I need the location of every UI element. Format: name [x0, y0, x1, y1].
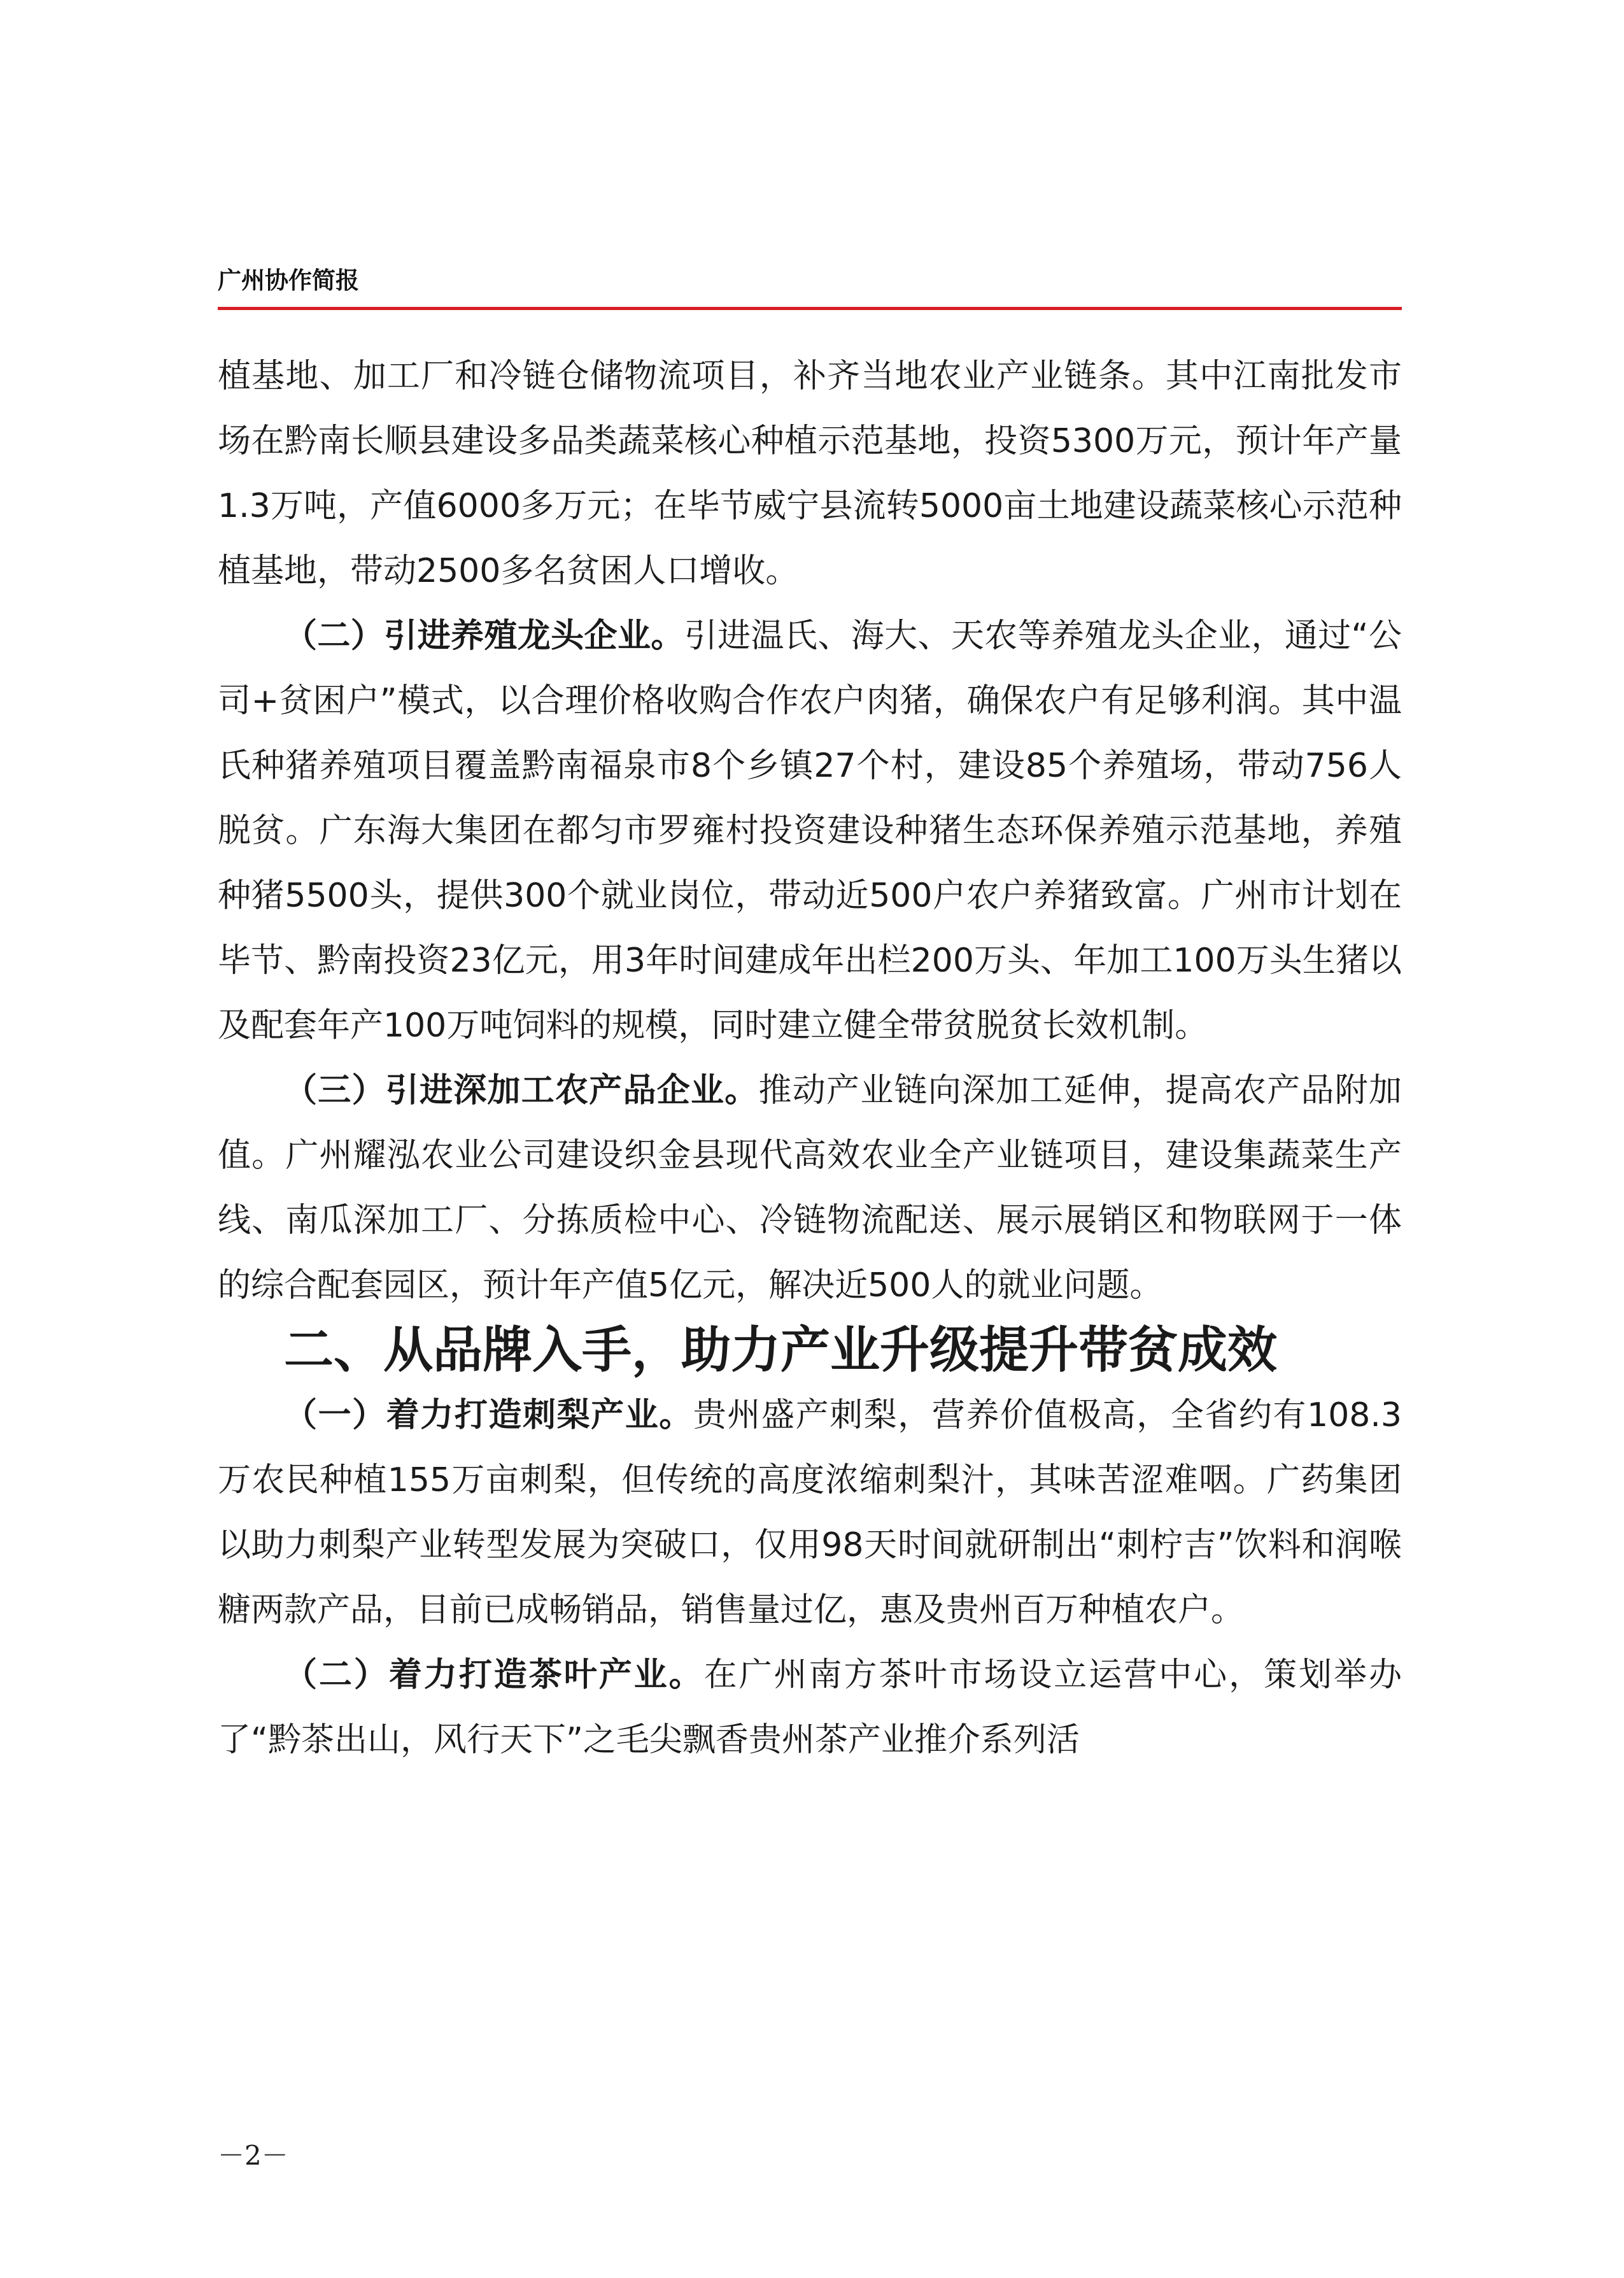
paragraph-text: 引进温氏、海大、天农等养殖龙头企业，通过“公司+贫困户”模式，以合理价格收购合作农户肉猪，确保农户有足够利润。其中温氏种猪养殖项目覆盖黔南福泉市8个乡镇27个村，建设85个养殖场，带动756人脱贫。广东海大集团在都匀市罗雍村投资建设种猪生态环保养殖示范基地，养殖种猪5500头，提供300个就业岗位，带动近500户农户养猪致富。广州市计划在毕节、黔南投资23亿元，用3年时间建成年出栏200万头、年加工100万头生猪以及配套年产100万吨饲料的规模，同时建立健全带贫脱贫长效机制。 [218, 617, 1402, 1045]
paragraph-text: 贵州盛产刺梨，营养价值极高，全省约有108.3万农民种植155万亩刺梨，但传统的高度浓缩刺梨汁，其味苦涩难咽。广药集团以助力刺梨产业转型发展为突破口，仅用98天时间就研制出“刺柠吉”饮料和润喉糖两款产品，目前已成畅销品，销售量过亿，惠及贵州百万种植农户。 [218, 1396, 1402, 1629]
body-text [218, 344, 1402, 1772]
subheading-tea-industry: （二）着力打造茶叶产业。 [284, 1655, 704, 1694]
header-divider [218, 307, 1402, 310]
paragraph-breeding-enterprises [218, 604, 1402, 1058]
paragraph-text: 在广州南方茶叶市场设立运营中心，策划举办了“黔茶出山，风行天下”之毛尖飘香贵州茶产业推介系列活 [218, 1656, 1402, 1759]
section-heading-brand: 二、从品牌入手，助力产业升级提升带贫成效 [284, 1322, 1278, 1379]
paragraph-tea-industry [218, 1643, 1402, 1772]
paragraph-text: 推动产业链向深加工延伸，提高农产品附加值。广州耀泓农业公司建设织金县现代高效农业全产业链项目，建设集蔬菜生产线、南瓜深加工厂、分拣质检中心、冷链物流配送、展示展销区和物联网于一体的综合配套园区，预计年产值5亿元，解决近500人的就业问题。 [218, 1072, 1402, 1305]
subheading-cili-industry: （一）着力打造刺梨产业。 [284, 1396, 693, 1434]
page-number: －2－ [218, 2140, 288, 2171]
subheading-breeding-enterprises: （二）引进养殖龙头企业。 [284, 616, 684, 655]
paragraph-cili-industry [218, 1383, 1402, 1643]
subheading-deep-processing: （三）引进深加工农产品企业。 [284, 1071, 759, 1110]
publication-title: 广州协作简报 [218, 266, 359, 294]
paragraph-deep-processing [218, 1058, 1402, 1318]
paragraph-continuation: 植基地、加工厂和冷链仓储物流项目，补齐当地农业产业链条。其中江南批发市场在黔南长顺县建设多品类蔬菜核心种植示范基地，投资5300万元，预计年产量1.3万吨，产值6000多万元；在毕节威宁县流转5000亩土地建设蔬菜核心示范种植基地，带动2500多名贫困人口增收。 [218, 357, 1402, 590]
